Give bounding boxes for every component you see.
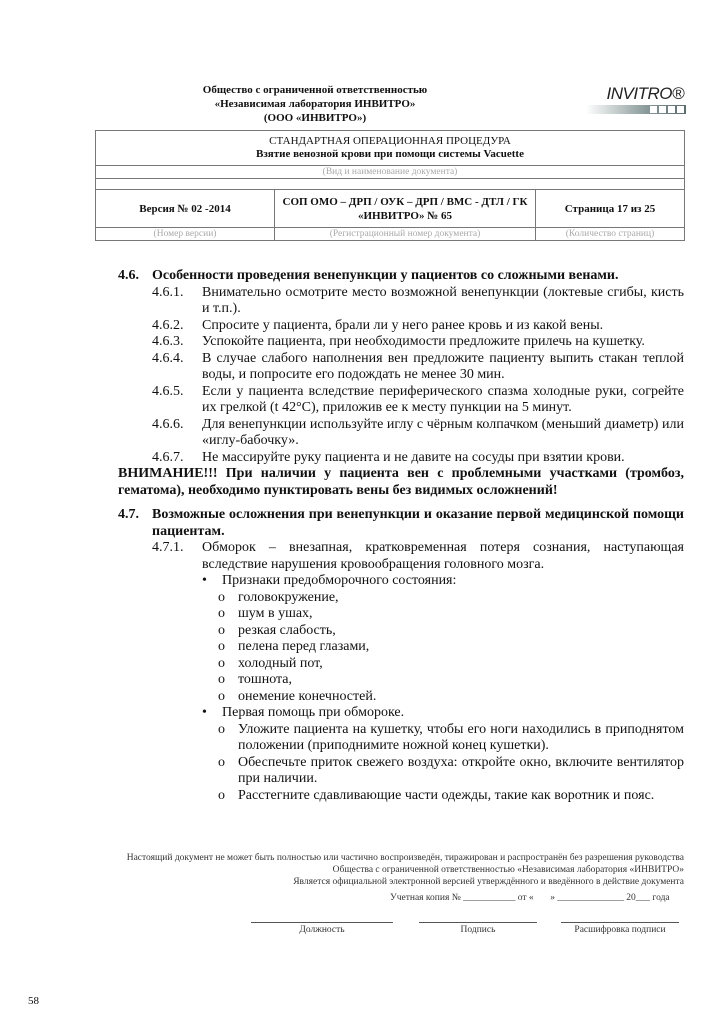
- item-text: Спросите у пациента, брали ли у него ранее кровь и из какой вены.: [202, 317, 604, 333]
- list-item: [118, 351, 684, 384]
- logo-text: INVITRO®: [606, 84, 684, 103]
- doc-title: Взятие венозной крови при помощи системы Vacuette: [256, 148, 524, 160]
- sign-text: головокружение,: [238, 589, 339, 605]
- bullet-text: Признаки предобморочного состояния:: [222, 573, 457, 588]
- document-header-table: [95, 130, 685, 241]
- bullet-item: • Признаки предобморочного состояния:: [202, 573, 684, 590]
- sign-text: пелена перед глазами,: [238, 639, 370, 654]
- signature-field: Подпись: [419, 922, 537, 935]
- item-number: 4.6.7.: [152, 449, 184, 465]
- reg-caption: (Регистрационный номер документа): [275, 228, 536, 241]
- sign-text: тошнота,: [238, 672, 293, 687]
- item-text: Для венепункции используйте иглу с чёрным колпачком (меньший диаметр) или «иглу-бабочку».: [202, 416, 684, 448]
- item-text: Если у пациента вследствие периферического спазма холодные руки, согрейте их грелкой (t 42°С), приложив ее к месту пункции на 5 минут.: [202, 383, 684, 415]
- section-title: Особенности проведения венепункции у пациентов со сложными венами.: [152, 268, 619, 283]
- organization-name: [180, 83, 450, 125]
- invitro-logo: [586, 84, 686, 118]
- pages-caption: (Количество страниц): [536, 228, 685, 241]
- sub-bullet-item: o тошнота,: [218, 672, 684, 689]
- item-number: 4.6.1.: [152, 284, 184, 300]
- footer-line: Настоящий документ не может быть полностью или частично воспроизведён, тиражирован и распространён без разрешения руководства: [126, 853, 684, 863]
- page-count: Страница 17 из 25: [536, 190, 685, 228]
- list-item: [118, 384, 684, 417]
- list-item: [118, 417, 684, 450]
- signature-decode: Расшифровка подписи: [561, 922, 679, 935]
- sign-text: шум в ушах,: [238, 606, 313, 621]
- section-title: Возможные осложнения при венепункции и оказание первой медицинской помощи пациентам.: [152, 507, 684, 539]
- sub-bullet-item: o шум в ушах,: [218, 606, 684, 623]
- aid-text: Расстегните сдавливающие части одежды, такие как воротник и пояс.: [238, 787, 655, 803]
- item-text: Внимательно осмотрите место возможной венепункции (локтевые сгибы, кисть и т.п.).: [202, 284, 684, 316]
- sub-bullet-item: o пелена перед глазами,: [218, 639, 684, 656]
- section-4-6-heading: [118, 268, 684, 285]
- item-number: 4.6.4.: [152, 350, 184, 366]
- list-item: [118, 450, 684, 467]
- footer-notice: [84, 852, 684, 888]
- section-number: 4.7.: [118, 507, 139, 522]
- item-text: Обморок – внезапная, кратковременная потеря сознания, наступающая вследствие нарушения кровообращения головного мозга.: [202, 540, 684, 572]
- list-item: [118, 318, 684, 335]
- footer-line: Является официальной электронной версией утверждённого и введённого в действие документа: [293, 877, 684, 887]
- account-copy-line: Учетная копия № ___________ от « » ______________ 20___ года: [390, 893, 670, 903]
- version: Версия № 02 -2014: [96, 190, 275, 228]
- list-item: [118, 334, 684, 351]
- version-caption: (Номер версии): [96, 228, 275, 241]
- aid-text: Обеспечьте приток свежего воздуха: откройте окно, включите вентилятор при наличии.: [238, 754, 684, 786]
- footer-line: Общества с ограниченной ответственностью «Независимая лаборатория «ИНВИТРО»: [332, 865, 684, 875]
- sub-bullet-item: o резкая слабость,: [218, 623, 684, 640]
- sign-text: онемение конечностей.: [238, 688, 377, 704]
- sub-bullet-item: o Расстегните сдавливающие части одежды, такие как воротник и пояс.: [218, 788, 684, 805]
- item-number: 4.6.5.: [152, 383, 184, 399]
- sub-bullet-item: o холодный пот,: [218, 656, 684, 673]
- bullet-item: • Первая помощь при обмороке.: [202, 705, 684, 722]
- aid-text: Уложите пациента на кушетку, чтобы его ноги находились в приподнятом положении (приподнимите ножной конец кушетки).: [238, 721, 684, 753]
- item-number: 4.6.2.: [152, 317, 184, 333]
- doc-caption: (Вид и наименование документа): [96, 166, 685, 179]
- section-4-7-heading: [118, 507, 684, 540]
- org-line: «Независимая лаборатория ИНВИТРО»: [214, 98, 416, 110]
- org-line: Общество с ограниченной ответственностью: [202, 84, 428, 96]
- item-number: 4.7.1.: [152, 540, 184, 555]
- item-text: Не массируйте руку пациента и не давите на сосуды при взятии крови.: [202, 449, 625, 465]
- sub-bullet-item: o Уложите пациента на кушетку, чтобы его ноги находились в приподнятом положении (приподнимите ножной конец кушетки).: [218, 721, 684, 753]
- document-body: [118, 268, 684, 804]
- sub-bullet-item: o Обеспечьте приток свежего воздуха: откройте окно, включите вентилятор при наличии.: [218, 754, 684, 786]
- signature-position: Должность: [251, 922, 393, 935]
- sign-text: резкая слабость,: [238, 622, 336, 638]
- reg-number: СОП ОМО – ДРП / ОУК – ДРП / ВМС - ДТЛ / ГК: [282, 195, 528, 208]
- bullet-text: Первая помощь при обмороке.: [222, 705, 405, 720]
- item-text: В случае слабого наполнения вен предложите пациенту выпить стакан теплой воды, и попросите его подождать не менее 30 мин.: [202, 350, 684, 382]
- item-text: Успокойте пациента, при необходимости предложите прилечь на кушетку.: [202, 334, 645, 349]
- reg-number: «ИНВИТРО» № 65: [357, 209, 453, 222]
- doc-type: СТАНДАРТНАЯ ОПЕРАЦИОННАЯ ПРОЦЕДУРА: [269, 135, 511, 147]
- item-number: 4.6.6.: [152, 416, 184, 432]
- subsection-4-7-1: [118, 540, 684, 573]
- org-line: (ООО «ИНВИТРО»): [263, 112, 367, 124]
- warning-text: ВНИМАНИЕ!!! При наличии у пациента вен с проблемными участками (тромбоз, гематома), необходимо пунктировать вены без видимых осложнений!: [118, 466, 684, 498]
- sign-text: холодный пот,: [238, 655, 323, 671]
- item-number: 4.6.3.: [152, 334, 184, 349]
- sub-bullet-item: o онемение конечностей.: [218, 689, 684, 706]
- page-number: 58: [28, 995, 39, 1007]
- section-number: 4.6.: [118, 268, 139, 283]
- list-item: [118, 285, 684, 318]
- sub-bullet-item: o головокружение,: [218, 590, 684, 607]
